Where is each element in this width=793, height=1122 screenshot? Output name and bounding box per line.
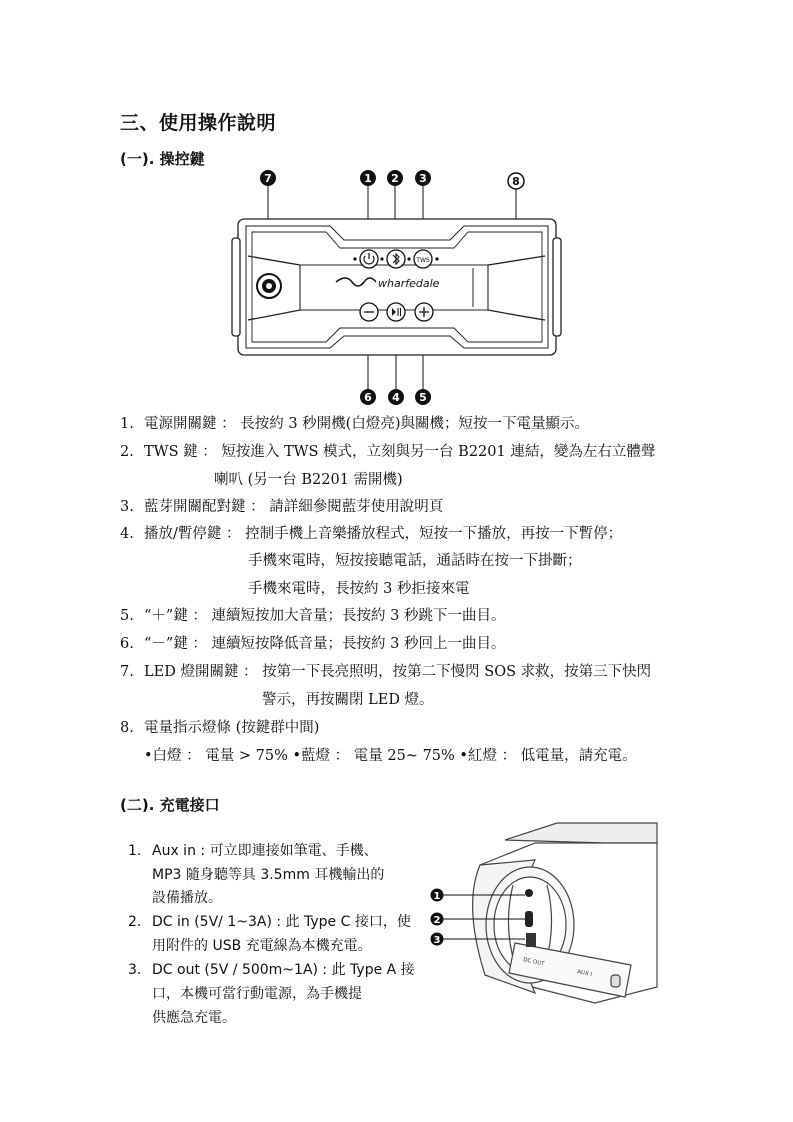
- control-item-8: 8. 電量指示燈條 (按鍵群中間): [120, 720, 320, 736]
- callout-5: [415, 389, 431, 405]
- callout-7: [260, 170, 276, 186]
- bluetooth-button-icon: [387, 250, 405, 268]
- port-item-2: 2. DC in (5V/ 1~3A) : 此 Type C 接口，使: [128, 914, 411, 930]
- port-item-3: 3. DC out (5V / 500m~1A) : 此 Type A 接: [128, 962, 415, 978]
- controls-subtitle: (一). 操控鍵: [120, 150, 205, 168]
- dc-out-label: DC OUT: [522, 957, 545, 968]
- aux-label: AUX I: [576, 969, 593, 979]
- control-item-5: 5. “＋”鍵 ： 連續短按加大音量；長按約 3 秒跳下一曲目。: [120, 608, 506, 624]
- battery-indicator-legend: •白燈 ： 電量 > 75% •藍燈 ： 電量 25~ 75% •紅燈 ： 低電量，請充電。: [144, 748, 637, 764]
- control-item-7-cont: 警示，再按關閉 LED 燈。: [262, 692, 434, 708]
- control-item-1: 1. 電源開關鍵 ： 長按約 3 秒開機(白燈亮)與關機；短按一下電量顯示。: [120, 416, 589, 432]
- svg-text:6: 6: [364, 391, 372, 404]
- svg-text:4: 4: [392, 391, 400, 404]
- svg-text:7: 7: [264, 172, 272, 185]
- port-callout-1: [431, 889, 444, 903]
- port-illustration: [425, 815, 665, 1015]
- svg-text:3: 3: [419, 172, 427, 185]
- control-item-7: 7. LED 燈開關鍵 ： 按第一下長亮照明，按第二下慢閃 SOS 求救，按第三下快閃: [120, 664, 652, 680]
- power-button-icon: [360, 250, 378, 268]
- port-callout-2: [431, 913, 444, 927]
- svg-text:8: 8: [512, 175, 520, 188]
- control-panel-diagram: [0, 160, 793, 580]
- tws-button-icon: [414, 250, 432, 268]
- control-item-4: 4. 播放/暫停鍵 ： 控制手機上音樂播放程式，短按一下播放，再按一下暫停；: [120, 526, 623, 542]
- control-item-3: 3. 藍芽開關配對鍵 ： 請詳細參閱藍芽使用說明頁: [120, 499, 444, 515]
- control-item-4-cont2: 手機來電時，長按約 3 秒拒接來電: [248, 581, 470, 597]
- port-item-1-line3: 設備播放。: [152, 890, 222, 906]
- callout-2: [387, 170, 403, 186]
- callout-4: [388, 389, 404, 405]
- led-button-icon: [257, 274, 281, 298]
- callout-3: [415, 170, 431, 186]
- port-item-2-line2: 用附件的 USB 充電線為本機充電。: [152, 938, 372, 954]
- plus-button-icon: [415, 303, 433, 321]
- port-item-3-line2: 口，本機可當行動電源，為手機提: [152, 986, 362, 1002]
- svg-text:1: 1: [433, 891, 441, 902]
- port-item-1-line2: MP3 隨身聽等具 3.5mm 耳機輸出的: [152, 867, 385, 883]
- svg-text:1: 1: [364, 172, 372, 185]
- port-item-1: 1. Aux in : 可立即連接如筆電、手機、: [128, 843, 378, 859]
- svg-text:2: 2: [391, 172, 399, 185]
- control-item-4-cont1: 手機來電時，短按接聽電話，通話時在按一下掛斷；: [248, 553, 582, 569]
- svg-text:2: 2: [433, 915, 441, 926]
- play-pause-button-icon: [387, 303, 405, 321]
- control-item-2: 2. TWS 鍵 ： 短按進入 TWS 模式，立刻與另一台 B2201 連結，變為左右立體聲: [120, 444, 656, 460]
- svg-text:5: 5: [419, 391, 427, 404]
- logo-text: wharfedale: [378, 277, 440, 290]
- port-item-3-line3: 供應急充電。: [152, 1010, 236, 1026]
- ports-subtitle: (二). 充電接口: [120, 796, 220, 814]
- section-title: 三、使用操作說明: [120, 112, 277, 134]
- tws-button-label: TWS: [416, 257, 430, 264]
- callout-1: [360, 170, 376, 186]
- callout-6: [360, 389, 376, 405]
- minus-button-icon: [360, 303, 378, 321]
- control-item-6: 6. “－”鍵 ： 連續短按降低音量；長按約 3 秒回上一曲目。: [120, 636, 506, 652]
- svg-text:3: 3: [433, 935, 441, 946]
- port-callout-3: [431, 933, 444, 947]
- control-item-2-cont: 喇叭 (另一台 B2201 需開機): [214, 472, 403, 488]
- callout-8: [508, 173, 524, 189]
